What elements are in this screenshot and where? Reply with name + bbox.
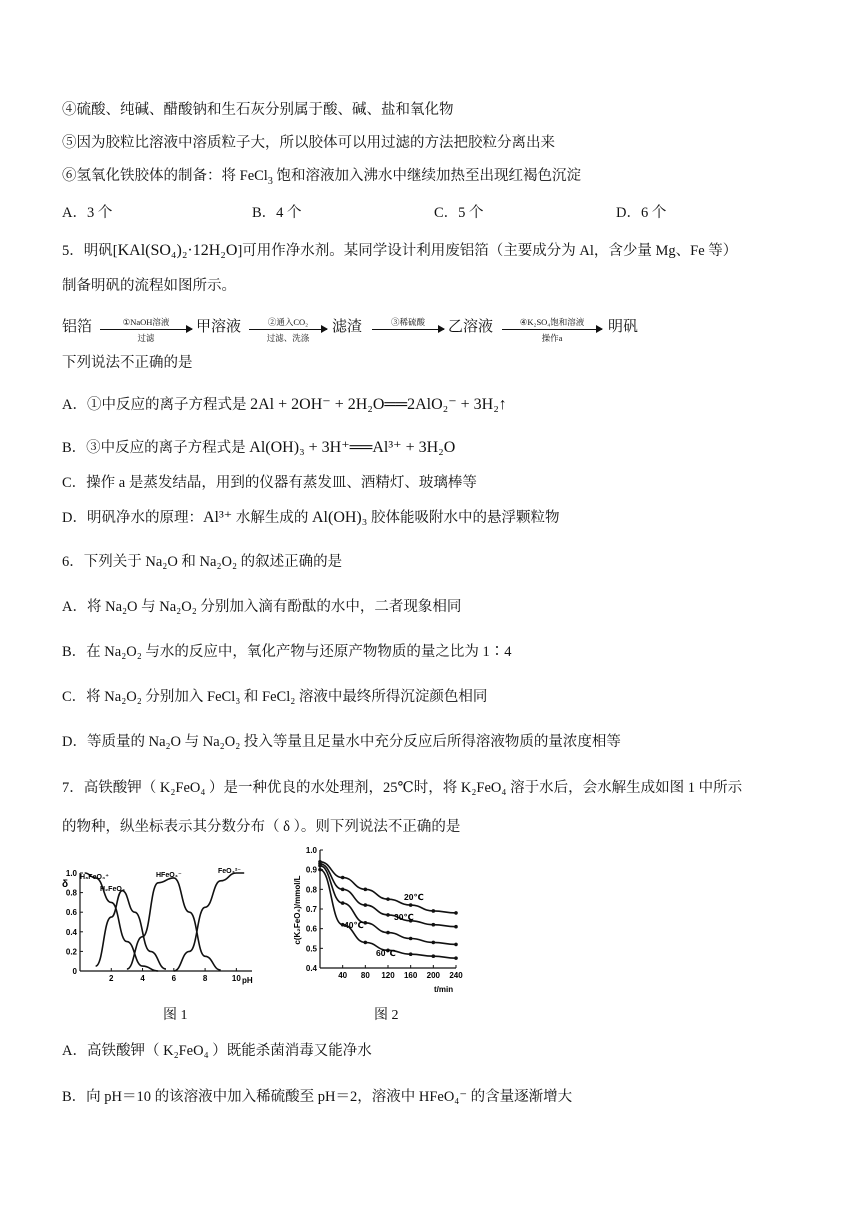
- figure-1-caption: 图 1: [163, 1008, 188, 1023]
- y-tick-label: 0.6: [305, 924, 317, 934]
- y-tick-label: 0.5: [305, 944, 317, 954]
- q7-stem-line1: 7．高铁酸钾（ K₂FeO₄ ）是一种优良的水处理剂，25℃时，将 K₂FeO₄ 溶于水后，会水解生成如图 1 中所示: [62, 780, 743, 796]
- q5-option-d-eq: Al(OH)₃: [311, 509, 368, 526]
- q6-option-b: B．在 Na₂O₂ 与水的反应中，氧化产物与还原产物物质的量之比为 1∶4: [62, 644, 512, 660]
- x-tick-label: 240: [449, 971, 463, 980]
- data-point: [386, 897, 390, 901]
- q5-option-a-pre: A．①中反应的离子方程式是: [62, 397, 251, 413]
- series-line: [320, 862, 456, 913]
- y-tick-label: 0.9: [305, 865, 317, 875]
- series-label: 60℃: [376, 948, 396, 958]
- series-label: 20℃: [404, 892, 424, 902]
- flow-arrow-1-below: 过滤: [137, 333, 155, 343]
- q5-option-d-post: 胶体能吸附水中的悬浮颗粒物: [367, 510, 560, 526]
- data-point: [432, 923, 436, 927]
- q5-flow-diagram: [62, 311, 762, 345]
- data-point: [341, 901, 345, 905]
- series-line: [174, 873, 244, 971]
- q4-item6: [62, 165, 581, 187]
- data-point: [364, 903, 368, 907]
- x-tick-label: 4: [140, 974, 145, 983]
- data-point: [318, 864, 322, 868]
- data-point: [386, 931, 390, 935]
- x-axis-label: pH: [242, 976, 253, 985]
- flow-arrow-2-above: ②通入CO₂: [267, 317, 309, 327]
- x-tick-label: 160: [403, 971, 418, 980]
- q6-stem: 6．下列关于 Na₂O 和 Na₂O₂ 的叙述正确的是: [62, 554, 343, 570]
- flow-arrow-1: [100, 317, 192, 343]
- y-tick-label: 0.4: [65, 927, 77, 937]
- series-label: 30℃: [394, 912, 414, 922]
- q5-option-d-mid: 水解生成的: [232, 510, 312, 526]
- data-point: [454, 911, 458, 915]
- series-line: [96, 891, 166, 969]
- y-tick-label: 1.0: [305, 846, 317, 855]
- series-label: H₃FeO₄⁺: [80, 874, 109, 881]
- q4-option-b: B．4 个: [252, 205, 302, 221]
- flow-arrow-3-above: ③稀硫酸: [390, 317, 425, 327]
- q5-option-a-eq: 2Al + 2OH⁻ + 2H₂O══2AlO₂⁻ + 3H₂↑: [250, 396, 507, 413]
- flow-arrow-1-above: ①NaOH溶液: [122, 317, 170, 327]
- x-tick-label: 120: [381, 971, 395, 980]
- flow-arrow-2: [249, 317, 327, 343]
- q5-option-b: [62, 437, 455, 459]
- data-point: [386, 913, 390, 917]
- y-tick-label: 1.0: [65, 869, 77, 878]
- data-point: [318, 868, 322, 872]
- data-point: [341, 923, 345, 927]
- data-point: [454, 943, 458, 947]
- q5-option-d-pre: D．明矾净水的原理：: [62, 510, 203, 526]
- data-point: [341, 888, 345, 892]
- q5-stem-line2: 制备明矾的流程如图所示。: [62, 278, 236, 294]
- y-tick-label: 0.2: [65, 947, 77, 957]
- q4-option-d: D．6 个: [616, 205, 667, 221]
- y-axis-label: δ: [62, 879, 69, 890]
- y-tick-label: 0.6: [65, 908, 77, 918]
- q5-formula: KAl(SO₄)₂·12H₂O: [117, 242, 238, 259]
- y-tick-label: 0.8: [65, 888, 77, 898]
- q4-option-a: A．3 个: [62, 205, 113, 221]
- flow-arrow-4-below: 操作a: [541, 333, 563, 343]
- figure-2-chart: [290, 842, 470, 997]
- y-tick-label: 0: [72, 967, 77, 976]
- flow-node-1: 铝箔: [62, 319, 93, 335]
- data-point: [432, 909, 436, 913]
- q5-option-c: C．操作 a 是蒸发结晶，用到的仪器有蒸发皿、酒精灯、玻璃棒等: [62, 475, 477, 491]
- series-label: FeO₄²⁻: [218, 868, 241, 875]
- q4-item6-pre: ⑥氢氧化铁胶体的制备：将 FeCl: [62, 168, 268, 184]
- series-label: H₂FeO₄: [100, 886, 126, 893]
- q4-item6-sub: 3: [267, 175, 273, 187]
- flow-node-2: 甲溶液: [196, 319, 242, 335]
- q6-option-c: C．将 Na₂O₂ 分别加入 FeCl₃ 和 FeCl₂ 溶液中最终所得沉淀颜色相同: [62, 689, 488, 705]
- data-point: [409, 903, 413, 907]
- flow-arrow-4-above: ④K₂SO₄饱和溶液: [519, 317, 585, 327]
- y-tick-label: 0.8: [305, 885, 317, 895]
- q7-option-b: B．向 pH＝10 的该溶液中加入稀硫酸至 pH＝2，溶液中 HFeO₄⁻ 的含量逐渐增大: [62, 1089, 573, 1105]
- x-tick-label: 200: [426, 971, 441, 980]
- figure-1-chart: [60, 855, 260, 985]
- flow-node-3: 滤渣: [332, 319, 363, 335]
- q4-item5: ⑤因为胶粒比溶液中溶质粒子大，所以胶体可以用过滤的方法把胶粒分离出来: [62, 135, 555, 151]
- data-point: [364, 888, 368, 892]
- data-point: [409, 952, 413, 956]
- data-point: [341, 876, 345, 880]
- q5-ask: 下列说法不正确的是: [62, 355, 193, 371]
- q5-stem-post: ]可用作净水剂。某同学设计利用废铝箔（主要成分为 Al，含少量 Mg、Fe 等）: [237, 243, 738, 259]
- x-axis-label: t/min: [434, 985, 454, 994]
- data-point: [432, 941, 436, 945]
- q5-stem: [62, 240, 737, 262]
- data-point: [364, 921, 368, 925]
- series-label: 40℃: [344, 920, 364, 930]
- data-point: [364, 941, 368, 945]
- q4-item6-post: 饱和溶液加入沸水中继续加热至出现红褐色沉淀: [272, 168, 581, 184]
- data-point: [409, 937, 413, 941]
- q6-option-d: D．等质量的 Na₂O 与 Na₂O₂ 投入等量且足量水中充分反应后所得溶液物质的量浓度相等: [62, 734, 621, 750]
- series-line: [320, 864, 456, 927]
- x-tick-label: 2: [109, 974, 114, 983]
- y-tick-label: 0.7: [305, 905, 317, 914]
- q5-option-b-pre: B．③中反应的离子方程式是: [62, 440, 250, 456]
- y-tick-label: 0.4: [305, 964, 317, 973]
- q7-stem-line2: 的物种，纵坐标表示其分数分布（ δ ）。则下列说法不正确的是: [62, 819, 461, 835]
- q4-item4: ④硫酸、纯碱、醋酸钠和生石灰分别属于酸、碱、盐和氧化物: [62, 102, 454, 118]
- q6-option-a: A．将 Na₂O 与 Na₂O₂ 分别加入滴有酚酞的水中，二者现象相同: [62, 599, 462, 615]
- series-label: HFeO₄⁻: [156, 872, 182, 879]
- flow-arrow-2-below: 过滤、洗涤: [266, 333, 310, 343]
- q7-option-a: A．高铁酸钾（ K₂FeO₄ ）既能杀菌消毒又能净水: [62, 1043, 372, 1059]
- flow-arrow-4: [502, 317, 602, 343]
- data-point: [454, 925, 458, 929]
- x-tick-label: 6: [171, 974, 177, 983]
- y-axis-label: c(K₂FeO₄)/mmol/L: [293, 875, 302, 945]
- x-tick-label: 10: [231, 974, 241, 983]
- x-tick-label: 40: [338, 971, 348, 980]
- q5-option-d: [62, 507, 559, 529]
- flow-arrow-3: [372, 317, 444, 330]
- q5-option-a: [62, 394, 507, 416]
- q5-stem-pre: 5．明矾[: [62, 243, 118, 259]
- q4-option-c: C．5 个: [434, 205, 484, 221]
- q5-option-d-ion: Al³⁺: [202, 509, 233, 526]
- x-tick-label: 80: [360, 971, 370, 980]
- data-point: [432, 954, 436, 958]
- flow-node-4: 乙溶液: [448, 319, 494, 335]
- x-tick-label: 8: [202, 974, 208, 983]
- data-point: [454, 956, 458, 960]
- figure-2-caption: 图 2: [374, 1008, 399, 1023]
- q5-option-b-eq: Al(OH)₃ + 3H⁺══Al³⁺ + 3H₂O: [249, 439, 456, 456]
- flow-node-5: 明矾: [608, 319, 639, 335]
